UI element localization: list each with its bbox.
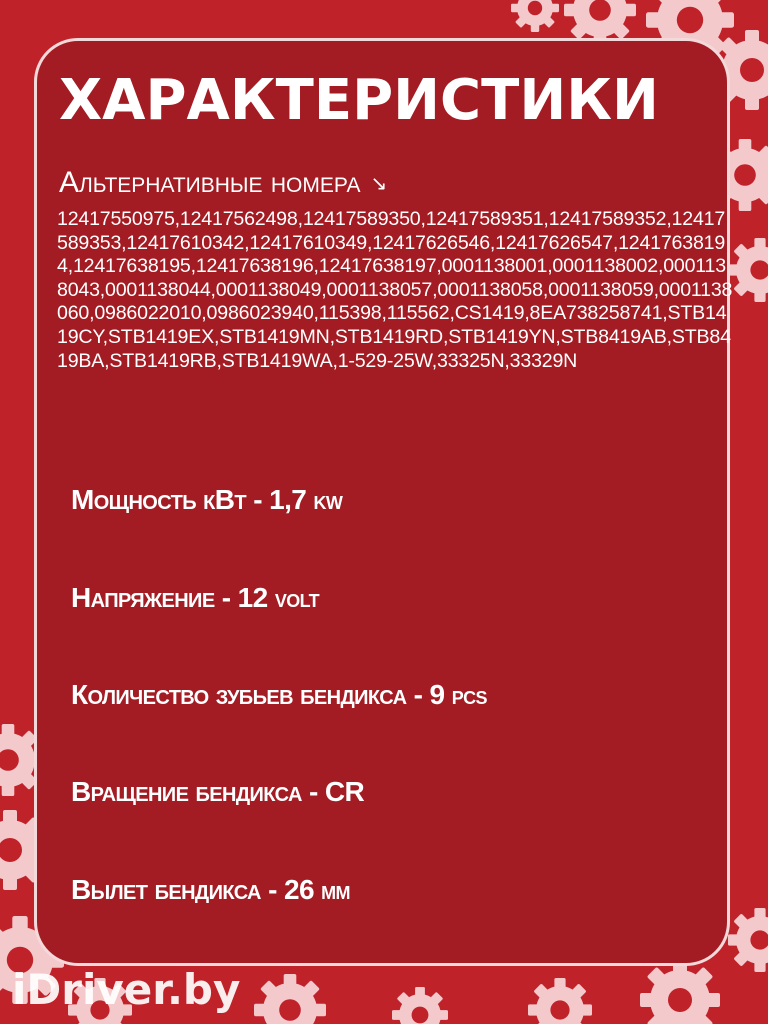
spec-teeth-count	[71, 677, 487, 713]
spec-unit: pcs	[451, 680, 487, 710]
spec-separator: -	[301, 776, 325, 807]
spec-separator: -	[260, 874, 284, 905]
spec-value: 12	[237, 582, 268, 613]
specs-card	[34, 38, 733, 966]
spec-unit: мм	[321, 875, 350, 905]
spec-rotation	[71, 774, 364, 810]
arrow-down-right-icon: ↘	[370, 173, 388, 196]
spec-label: Мощность кВт	[71, 484, 247, 515]
page-title: ХАРАКТЕРИСТИКИ	[59, 68, 659, 133]
spec-label: Количество зубьев бендикса	[71, 679, 407, 710]
spec-voltage	[71, 580, 319, 616]
spec-value: 9	[429, 679, 445, 710]
alternative-numbers-heading-text: Альтернативные номера	[59, 166, 361, 199]
spec-unit: volt	[274, 583, 320, 613]
spec-separator: -	[246, 484, 270, 515]
alternative-numbers-list: 12417550975,12417562498,12417589350,12417589351,12417589352,12417589353,12417610342,12417610349,12417626546,12417626547,12417638194,12417638195,12417638196,12417638197,0001138001,0001138002,0001138043,0001138044,0001138049,0001138057,0001138058,0001138059,0001138060,0986022010,0986023940,115398,115562,CS1419,8EA738258741,STB1419CY,STB1419EX,STB1419MN,STB1419RD,STB1419YN,STB8419AB,STB8419BA,STB1419RB,STB1419WA,1-529-25W,33325N,33329N	[57, 208, 733, 372]
alternative-numbers-heading	[59, 163, 387, 204]
spec-label: Вылет бендикса	[71, 874, 261, 905]
spec-unit: kw	[313, 485, 343, 515]
watermark-logo: iDriver.by	[12, 965, 241, 1014]
spec-label: Напряжение	[71, 582, 215, 613]
spec-separator: -	[406, 679, 430, 710]
spec-power	[71, 482, 342, 518]
spec-offset	[71, 872, 350, 908]
spec-value: 26	[283, 874, 314, 905]
spec-label: Вращение бендикса	[71, 776, 302, 807]
spec-separator: -	[214, 582, 238, 613]
spec-value: 1,7	[269, 484, 307, 515]
spec-value: CR	[324, 776, 365, 807]
